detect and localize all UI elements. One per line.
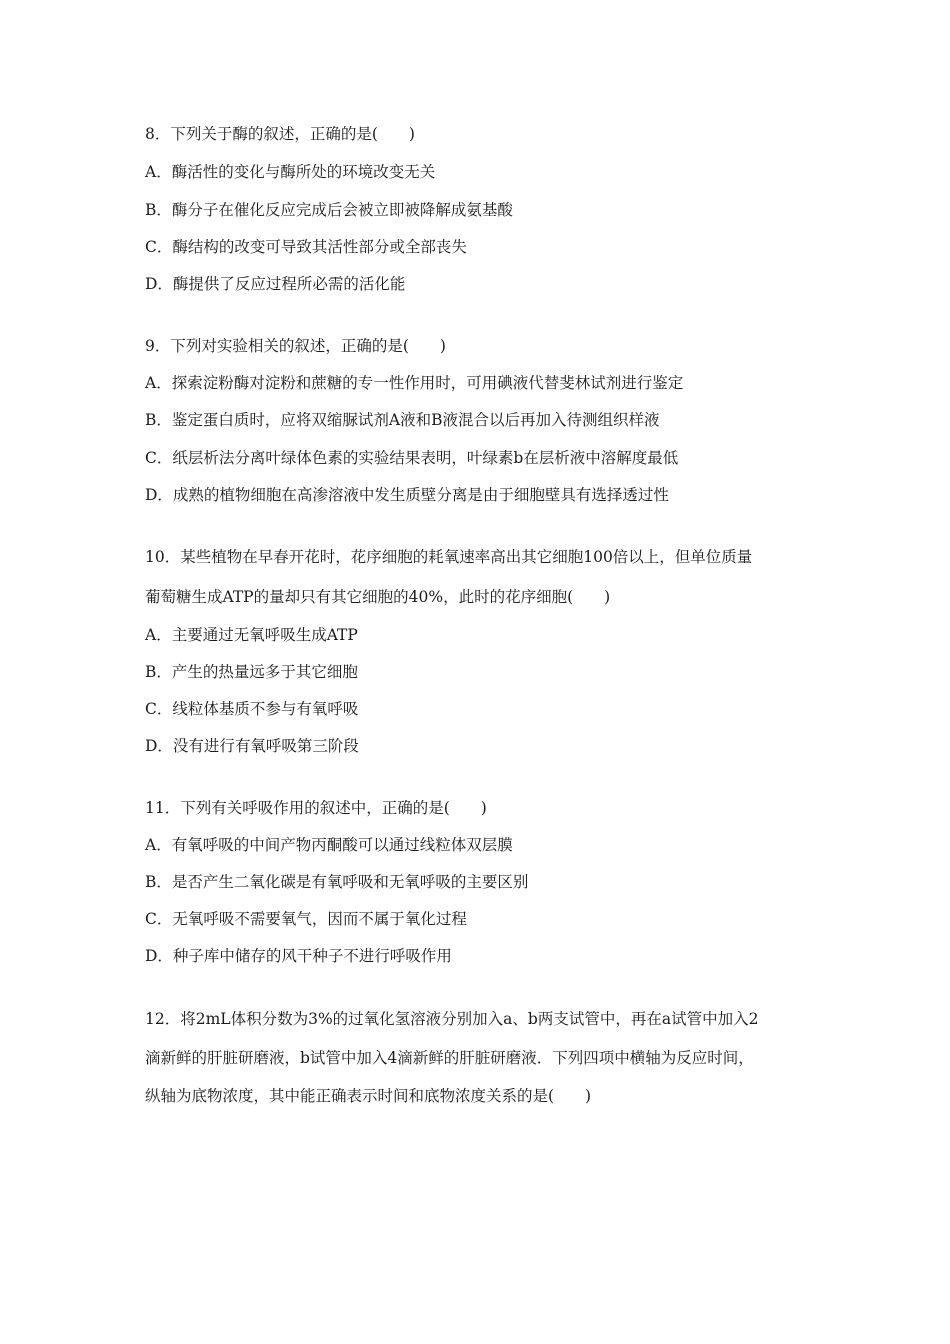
- question-11-option-d: D．种子库中储存的风干种子不进行呼吸作用: [145, 947, 452, 965]
- question-9-option-a: A．探索淀粉酶对淀粉和蔗糖的专一性作用时，可用碘液代替斐林试剂进行鉴定: [145, 374, 684, 392]
- question-9-option-c: C．纸层析法分离叶绿体色素的实验结果表明，叶绿素b在层析液中溶解度最低: [145, 449, 679, 467]
- question-12-stem-line-1: 12．将2mL体积分数为3%的过氧化氢溶液分别加入a、b两支试管中，再在a试管中加入2: [145, 1010, 759, 1028]
- question-10-stem-line-2: 葡萄糖生成ATP的量却只有其它细胞的40%，此时的花序细胞( ): [145, 588, 611, 606]
- question-8-stem: 8．下列关于酶的叙述，正确的是( ): [145, 125, 415, 143]
- question-12-stem-line-2: 滴新鲜的肝脏研磨液，b试管中加入4滴新鲜的肝脏研磨液．下列四项中横轴为反应时间，: [145, 1049, 754, 1067]
- question-11-option-b: B．是否产生二氧化碳是有氧呼吸和无氧呼吸的主要区别: [145, 873, 529, 891]
- question-10-stem-line-1: 10．某些植物在早春开花时，花序细胞的耗氧速率高出其它细胞100倍以上，但单位质量: [145, 548, 753, 566]
- question-8-option-b: B．酶分子在催化反应完成后会被立即被降解成氨基酸: [145, 201, 513, 219]
- question-8-option-d: D．酶提供了反应过程所必需的活化能: [145, 275, 406, 293]
- question-8-option-c: C．酶结构的改变可导致其活性部分或全部丧失: [145, 238, 467, 256]
- question-11-option-a: A．有氧呼吸的中间产物丙酮酸可以通过线粒体双层膜: [145, 836, 513, 854]
- question-10-option-b: B．产生的热量远多于其它细胞: [145, 663, 358, 681]
- question-9-option-b: B．鉴定蛋白质时，应将双缩脲试剂A液和B液混合以后再加入待测组织样液: [145, 411, 660, 429]
- question-10-option-a: A．主要通过无氧呼吸生成ATP: [145, 626, 358, 644]
- question-9-stem: 9．下列对实验相关的叙述，正确的是( ): [145, 337, 446, 355]
- question-10-option-d: D．没有进行有氧呼吸第三阶段: [145, 737, 359, 755]
- question-10-option-c: C．线粒体基质不参与有氧呼吸: [145, 700, 359, 718]
- question-8-option-a: A．酶活性的变化与酶所处的环境改变无关: [145, 163, 436, 181]
- question-11-stem: 11．下列有关呼吸作用的叙述中，正确的是( ): [145, 799, 487, 817]
- question-12-stem-line-3: 纵轴为底物浓度，其中能正确表示时间和底物浓度关系的是( ): [145, 1087, 592, 1105]
- question-11-option-c: C．无氧呼吸不需要氧气，因而不属于氧化过程: [145, 910, 467, 928]
- question-9-option-d: D．成熟的植物细胞在高渗溶液中发生质壁分离是由于细胞壁具有选择透过性: [145, 486, 669, 504]
